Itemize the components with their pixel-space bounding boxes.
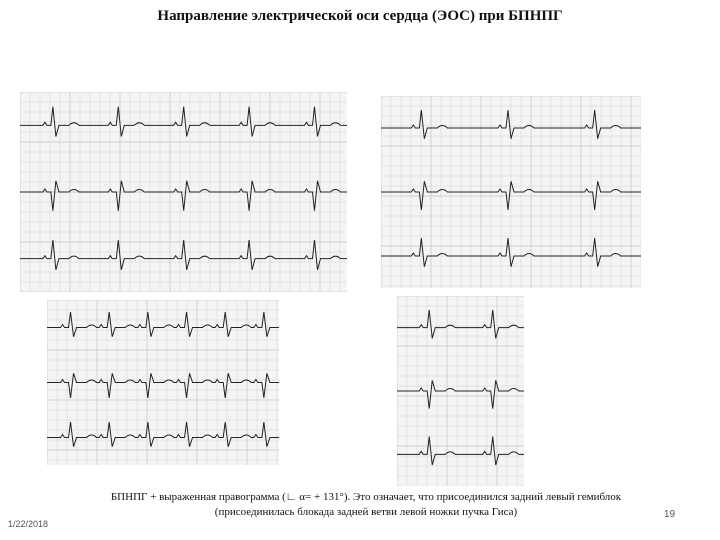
slide-title: Направление электрической оси сердца (ЭОС) при БПНПГ (157, 8, 563, 24)
ecg-strip-limb-leads-1-svg (20, 92, 347, 292)
slide-caption: БПНПГ + выраженная правограмма (∟ α= + 131°). Это означает, что присоединился задний левый гемиблок (присоединилась блокада задней ветви левой ножки пучка Гиса) (110, 491, 622, 518)
ecg-strip-limb-leads-2-svg (381, 96, 641, 288)
ecg-image-2 (381, 96, 641, 288)
ecg-strip-chest-leads-2-svg (397, 296, 524, 486)
ecg-trace (20, 240, 347, 270)
ecg-strip-chest-leads-1-svg (47, 300, 279, 465)
ecg-trace (397, 310, 524, 338)
ecg-image-4 (397, 296, 524, 486)
slide-date: 1/22/2018 (8, 519, 49, 529)
ecg-trace (47, 312, 279, 337)
ecg-image-1 (20, 92, 347, 292)
ecg-trace (47, 422, 279, 447)
ecg-trace (20, 181, 347, 211)
ecg-image-3 (47, 300, 279, 465)
ecg-trace (397, 380, 524, 408)
page-number: 19 (664, 509, 676, 520)
ecg-trace (47, 373, 279, 398)
ecg-trace (397, 437, 524, 465)
